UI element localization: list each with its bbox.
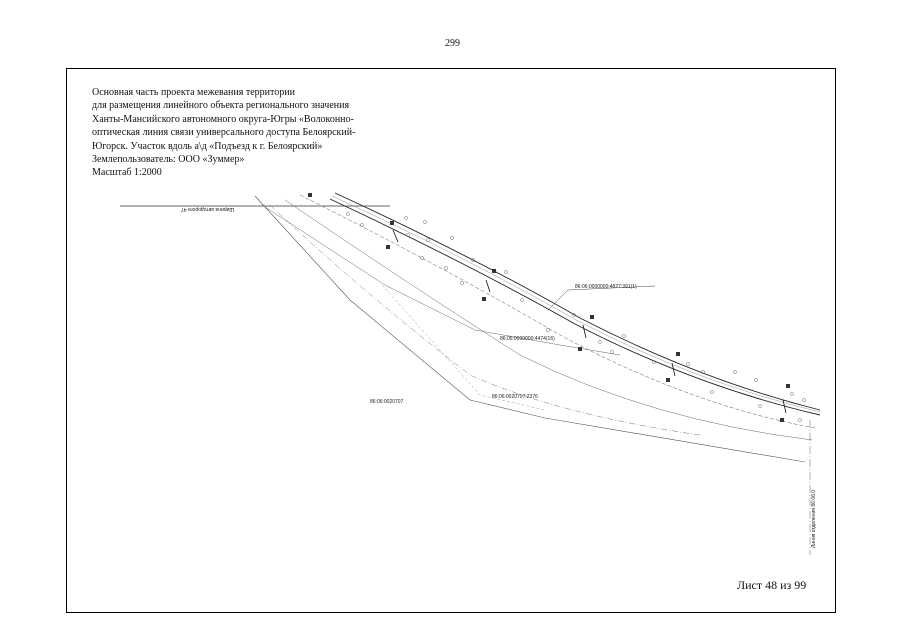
corridor-line-3 xyxy=(270,205,700,435)
survey-marker xyxy=(390,221,394,225)
survey-marker xyxy=(590,315,594,319)
survey-marker xyxy=(386,245,390,249)
title-line-4: оптическая линия связи универсального доступа Белоярский- xyxy=(92,127,356,139)
title-line-5: Югорск. Участок вдоль а\д «Подъезд к г. Белоярский» xyxy=(92,140,323,152)
crossing-tick xyxy=(583,325,586,338)
parcel-boundary-3 xyxy=(382,285,545,410)
crossing-tick xyxy=(393,230,398,242)
corridor-line-2 xyxy=(285,200,812,440)
tree-symbols xyxy=(346,212,805,421)
page-number: 299 xyxy=(445,38,460,49)
survey-marker xyxy=(578,347,582,351)
scale-line: Масштаб 1:2000 xyxy=(92,167,162,179)
parcel-boundary-1 xyxy=(262,205,620,355)
title-line-2: для размещения линейного объекта регионального значения xyxy=(92,100,350,112)
label-boundary-right: Линия отделения 86:06:0 xyxy=(811,489,817,548)
survey-marker xyxy=(492,269,496,273)
title-line-1: Основная часть проекта межевания территории xyxy=(92,87,295,98)
label-parcel-2: 86:06:0000000:4474(16) xyxy=(500,336,555,342)
survey-marker xyxy=(308,193,312,197)
road-edge-upper xyxy=(335,193,820,410)
land-user-line: Землепользователь: ООО «Зуммер» xyxy=(92,154,245,166)
survey-marker xyxy=(482,297,486,301)
survey-marker xyxy=(786,384,790,388)
label-parcel-4: 86:06:0020707 xyxy=(370,399,404,405)
label-parcel-1: 86:06:0000000:4827:391(1) xyxy=(575,284,637,290)
sheet-label: Лист 48 из 99 xyxy=(737,578,807,592)
title-line-3: Ханты-Мансийского автономного округа-Югры «Волоконно- xyxy=(92,113,354,125)
road-edge-lower xyxy=(330,199,820,415)
parcel-boundary-2 xyxy=(255,196,805,462)
survey-marker xyxy=(666,378,670,382)
crossing-tick xyxy=(486,280,490,292)
corridor-line-1 xyxy=(300,195,815,428)
label-road-width: Ширина автодороги 47 xyxy=(181,206,234,212)
survey-marker xyxy=(676,352,680,356)
road-axis xyxy=(332,196,820,412)
survey-marker xyxy=(780,418,784,422)
label-parcel-3: 86:06:0020707:2376 xyxy=(492,394,538,400)
